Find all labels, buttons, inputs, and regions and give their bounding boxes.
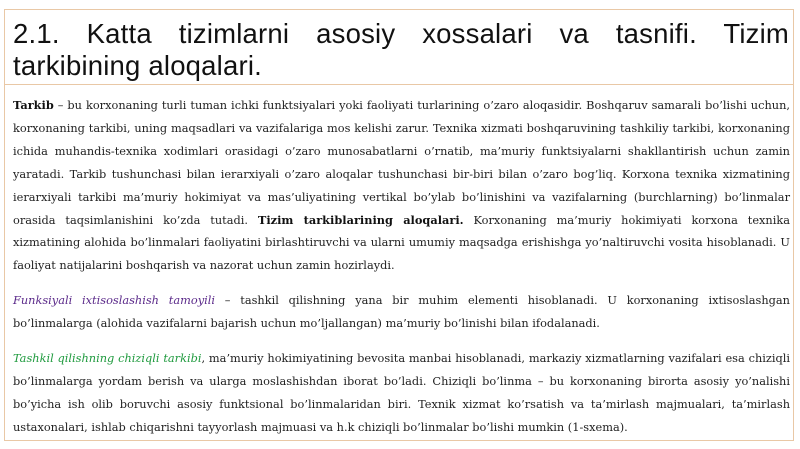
title-box xyxy=(5,10,793,85)
paragraph-functional-text: – tashkil qilishning yana bir muhim elementi hisoblanadi. U korxonaning ixtisoslashgan bo’linmalarga (alohida vazifalarni bajarish uchun mo’ljallangan) ma’muriy bo’linishi bilan ifodalanadi. xyxy=(13,293,790,331)
term-system-links: Tizim tarkiblarining aloqalari. xyxy=(257,212,464,227)
paragraph-functional xyxy=(13,289,790,335)
slide-title: 2.1. Katta tizimlarni asosiy xossalari va tasnifi. Tizim tarkibining aloqalari. xyxy=(13,18,789,81)
paragraph-linear xyxy=(13,347,790,439)
term-linear-structure: Tashkil qilishning chiziqli tarkibi xyxy=(13,351,202,366)
slide xyxy=(4,9,794,441)
paragraph-structure xyxy=(13,94,790,277)
paragraph-linear-text: , ma’muriy hokimiyatining bevosita manbai hisoblanadi, markaziy xizmatlarning vazifalari esa chiziqli bo’linmalarga yordam berish va ularga moslashishdan iborat bo’ladi. Chiziqli bo’linma – bu korxonaning birorta asosiy yo’nalishi bo’yicha ish olib boruvchi asosiy funktsional bo’linmalaridan biri. Texnik xizmat ko’rsatish va ta’mirlash majmualari, ta’mirlash ustaxonalari, ishlab chiqarishni tayyorlash majmuasi va h.k chiziqli bo’linmalar bo’lishi mumkin (1-sxema). xyxy=(13,351,790,434)
paragraph-structure-text: – bu korxonaning turli tuman ichki funktsiyalari yoki faoliyati turlarining o’zaro aloqasidir. Boshqaruv samarali bo’lishi uchun, korxonaning tarkibi, uning maqsadlari va vazifalariga mos kelishi zarur. Texnika xizmati boshqaruvining tashkiliy tarkibi, korxonaning ichida muhandis-texnika xodimlari orasidagi o’zaro munosabatlarni o’rnatib, ma’muriy funktsiyalarni shakllantirish uchun zamin yaratadi. Tarkib tushunchasi bilan ierarxiyali o’zaro aloqalar tushunchasi bir-biri bilan o’zaro bog’liq. Korxona texnika xizmatining ierarxiyali tarkibi ma’muriy hokimiyat va mas’uliyatining vertikal bo’ylab bo’linishini va vazifalarning (burchlarning) bo’linmalar orasida taqsimlanishini ko’zda tutadi. xyxy=(13,98,790,227)
term-functional-principle: Funksiyali ixtisoslashish tamoyili xyxy=(13,293,215,308)
term-tarkib: Tarkib xyxy=(13,98,54,112)
paragraph-links-text: Korxonaning ma’muriy hokimiyati korxona texnika xizmatining alohida bo’linmalari faoliyatini birlashtiruvchi va ularni umumiy maqsadga erishishga yo’naltiruvchi vosita hisoblanadi. U faoliyat natijalarini boshqarish va nazorat uchun zamin hozirlaydi. xyxy=(13,212,790,273)
slide-body xyxy=(13,94,790,439)
